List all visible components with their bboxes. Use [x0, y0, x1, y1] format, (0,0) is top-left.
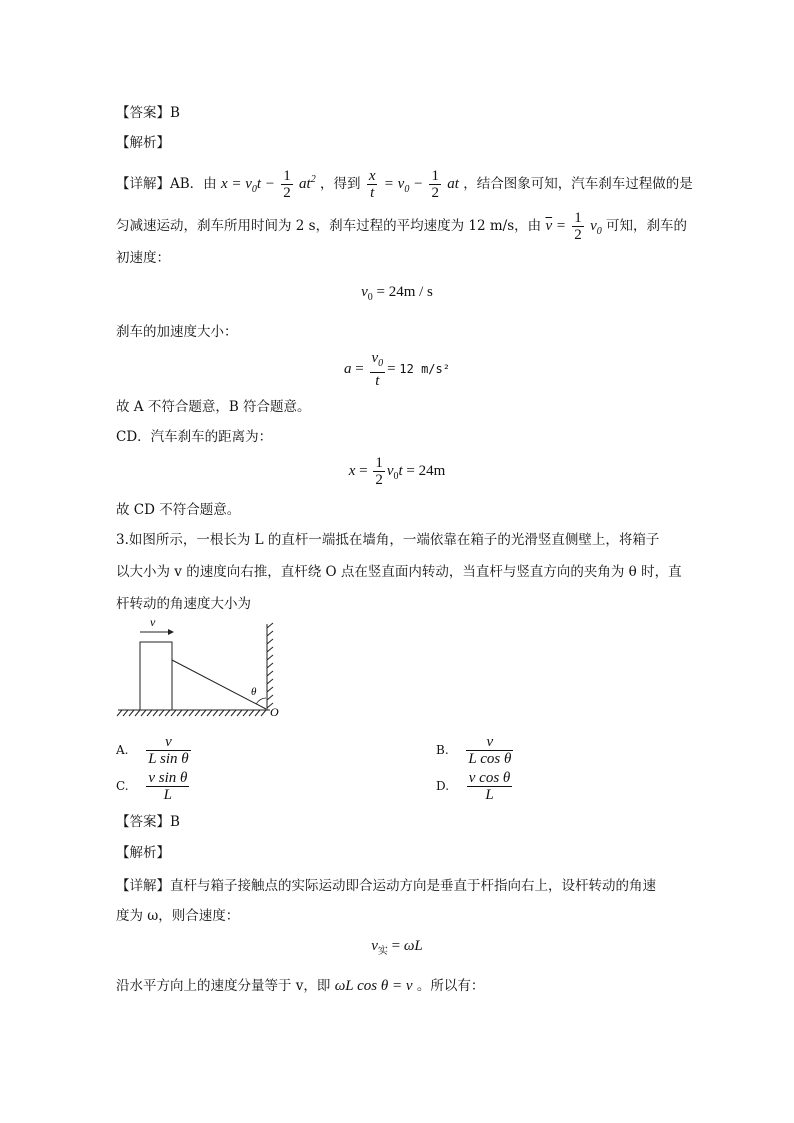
fraction-half: $\frac{1}{2}$	[431, 168, 439, 201]
detail-line	[116, 976, 484, 996]
option-d: D. $\frac{\text{v cos θ}}{L}$	[436, 770, 511, 803]
detail-line: 【详解】直杆与箱子接触点的实际运动即合运动方向是垂直于杆指向右上，设杆转动的角速	[116, 878, 656, 894]
fraction-half: $\frac{1}{2}$	[574, 210, 582, 243]
equation-v0: $v_0 = 24m / s$	[361, 284, 433, 303]
angle-label: θ	[251, 686, 257, 698]
detail-line: 初速度：	[116, 250, 170, 266]
answer-label: 【答案】B	[116, 814, 180, 830]
detail-line: 故 A 不符合题意，B 符合题意。	[116, 399, 311, 415]
equation-acceleration: a = $\frac{v_0}{t}$ = 12 m/s²	[344, 350, 450, 389]
equation: at	[447, 176, 459, 192]
detail-line: 刹车的加速度大小：	[116, 324, 238, 340]
detail-text: ，得到	[320, 176, 361, 192]
detail-text: 匀减速运动，刹车所用时间为 2 s，刹车过程的平均速度为 12 m/s，由	[116, 218, 542, 234]
equation: ωL cos θ = v	[334, 978, 413, 994]
fraction-half: $\frac{1}{2}$	[283, 168, 291, 201]
equation-real-velocity: $v_实 = \omega L$	[371, 938, 423, 957]
detail-text: 可知，刹车的	[606, 218, 688, 234]
detail-line: 度为 ω，则合速度：	[116, 908, 240, 924]
option-c: C. $\frac{\text{v sin θ}}{L}$	[116, 770, 188, 803]
detail-text: 。所以有：	[416, 978, 485, 994]
answer-label: 【答案】B	[116, 105, 180, 121]
equation: $\overline{v}$ =	[545, 218, 566, 234]
analysis-label: 【解析】	[116, 135, 170, 151]
angle-arc	[256, 698, 266, 704]
fraction-x-over-t: $\frac{x}{t}$	[368, 168, 376, 201]
fraction-v0-over-t: $\frac{v_0}{t}$	[371, 350, 384, 389]
option-a: A. $\frac{v}{\text{L sin θ}}$	[116, 734, 189, 767]
option-b: B. $\frac{v}{\text{L cos θ}}$	[436, 734, 512, 767]
box	[140, 642, 172, 710]
detail-text: AB．由	[170, 176, 217, 192]
question-line: 杆转动的角速度大小为	[116, 596, 251, 612]
equation: $at^2$	[299, 174, 316, 192]
detail-line: CD．汽车刹车的距离为：	[116, 429, 273, 445]
detail-text: ，结合图象可知，汽车刹车过程做的是	[463, 176, 693, 192]
detail-line: 故 CD 不符合题意。	[116, 502, 241, 518]
question-line: 以大小为 v 的速度向右推，直杆绕 O 点在竖直面内转动，当直杆与竖直方向的夹角为 θ 时，直	[116, 564, 682, 580]
question-line: 3.如图所示，一根长为 L 的直杆一端抵在墙角，一端依靠在箱子的光滑竖直侧壁上，将箱子	[116, 532, 660, 548]
rod	[172, 660, 266, 709]
distance-value: 24m	[418, 462, 446, 479]
fraction-half: $\frac{1}{2}$	[375, 455, 383, 488]
equation: $v_0$	[590, 218, 602, 237]
analysis-label: 【解析】	[116, 845, 170, 861]
acceleration-value: 12 m/s²	[399, 361, 450, 376]
velocity-label: v	[150, 615, 156, 629]
equation-distance: x = $\frac{1}{2}$ $v_0t = 24m$	[348, 455, 446, 488]
detail-label: 【详解】	[116, 176, 170, 192]
detail-line	[116, 210, 687, 243]
detail-text: 沿水平方向上的速度分量等于 v，即	[116, 978, 331, 994]
rod-box-figure	[110, 612, 300, 722]
pivot-label: O	[270, 705, 279, 719]
equation: = $v_0$ −	[383, 176, 424, 195]
detail-line	[116, 168, 693, 201]
equation: $x = v_0t$ −	[220, 176, 275, 195]
